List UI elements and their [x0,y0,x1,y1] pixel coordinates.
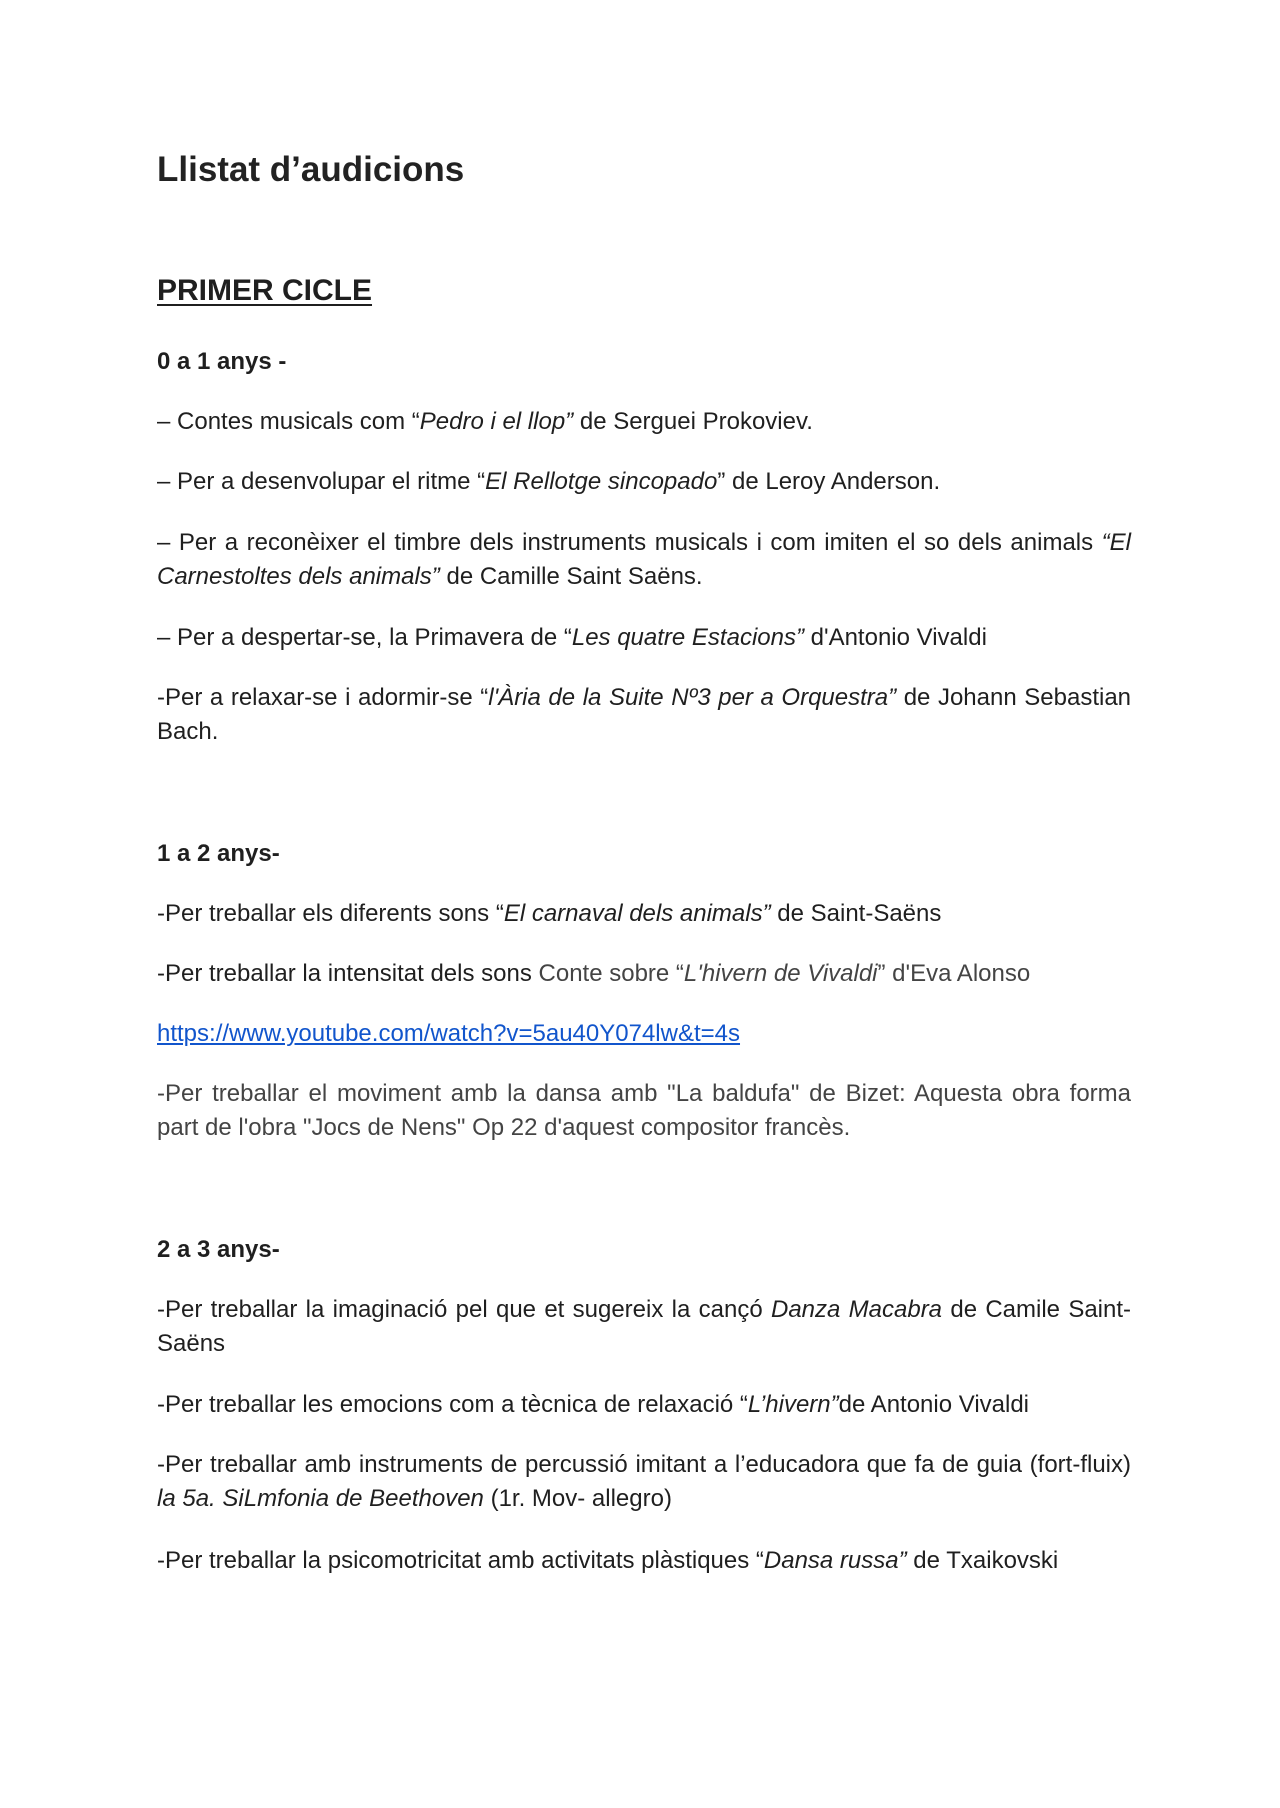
list-item: – Per a despertar-se, la Primavera de “Les quatre Estacions” d'Antonio Vivaldi [157,624,987,651]
list-item: -Per treballar la imaginació pel que et sugereix la cançó Danza Macabra de Camile Saint-Saëns [157,1296,1132,1357]
list-item: -Per treballar la intensitat dels sons Conte sobre “L'hivern de Vivaldi” d'Eva Alonso [157,960,1031,987]
work-title: la 5a. SiLmfonia de Beethoven [157,1485,484,1512]
work-title: Pedro i el llop” [419,408,574,435]
document-title: Llistat d’audicions [157,150,465,189]
age-heading-1-2: 1 a 2 anys- [157,840,280,867]
work-title: “El Carnestoltes dels animals” [157,529,1131,590]
list-item: -Per treballar les emocions com a tècnica de relaxació “L’hivern”de Antonio Vivaldi [157,1391,1030,1418]
work-title: l'Ària de la Suite Nº3 per a Orquestra” [488,684,897,711]
list-item: – Contes musicals com “Pedro i el llop” de Serguei Prokoviev. [157,408,813,435]
youtube-link[interactable]: https://www.youtube.com/watch?v=5au40Y074lw&t=4s [157,1020,741,1047]
list-item: -Per treballar amb instruments de percussió imitant a l’educadora que fa de guia (fort-fluix) la 5a. SiLmfonia de Beethoven (1r. Mov- allegro) [157,1451,1131,1512]
work-title: Danza Macabra [770,1296,943,1323]
list-item: – Per a reconèixer el timbre dels instruments musicals i com imiten el so dels animals “El Carnestoltes dels animals” de Camille Saint Saëns. [157,529,1131,590]
list-item: -Per treballar el moviment amb la dansa amb "La baldufa" de Bizet: Aquesta obra forma part de l'obra "Jocs de Nens" Op 22 d'aquest compositor francès. [157,1080,1131,1141]
age-heading-2-3: 2 a 3 anys- [157,1236,280,1263]
cycle-heading: PRIMER CICLE [157,274,373,307]
work-title: L’hivern” [747,1391,839,1418]
work-title: El Rellotge sincopado [485,468,718,495]
work-title: El carnaval dels animals” [503,900,771,927]
list-item: -Per treballar els diferents sons “El carnaval dels animals” de Saint-Saëns [157,900,942,927]
work-title: Dansa russa” [763,1547,907,1574]
work-title: L'hivern de Vivaldi [683,960,878,987]
work-title: Les quatre Estacions” [571,624,804,651]
list-item: -Per treballar la psicomotricitat amb activitats plàstiques “Dansa russa” de Txaikovski [157,1547,1059,1574]
list-item: -Per a relaxar-se i adormir-se “l'Ària de la Suite Nº3 per a Orquestra” de Johann Sebastian Bach. [157,684,1132,745]
list-item: – Per a desenvolupar el ritme “El Rellotge sincopado” de Leroy Anderson. [157,468,941,495]
age-heading-0-1: 0 a 1 anys - [157,348,287,375]
